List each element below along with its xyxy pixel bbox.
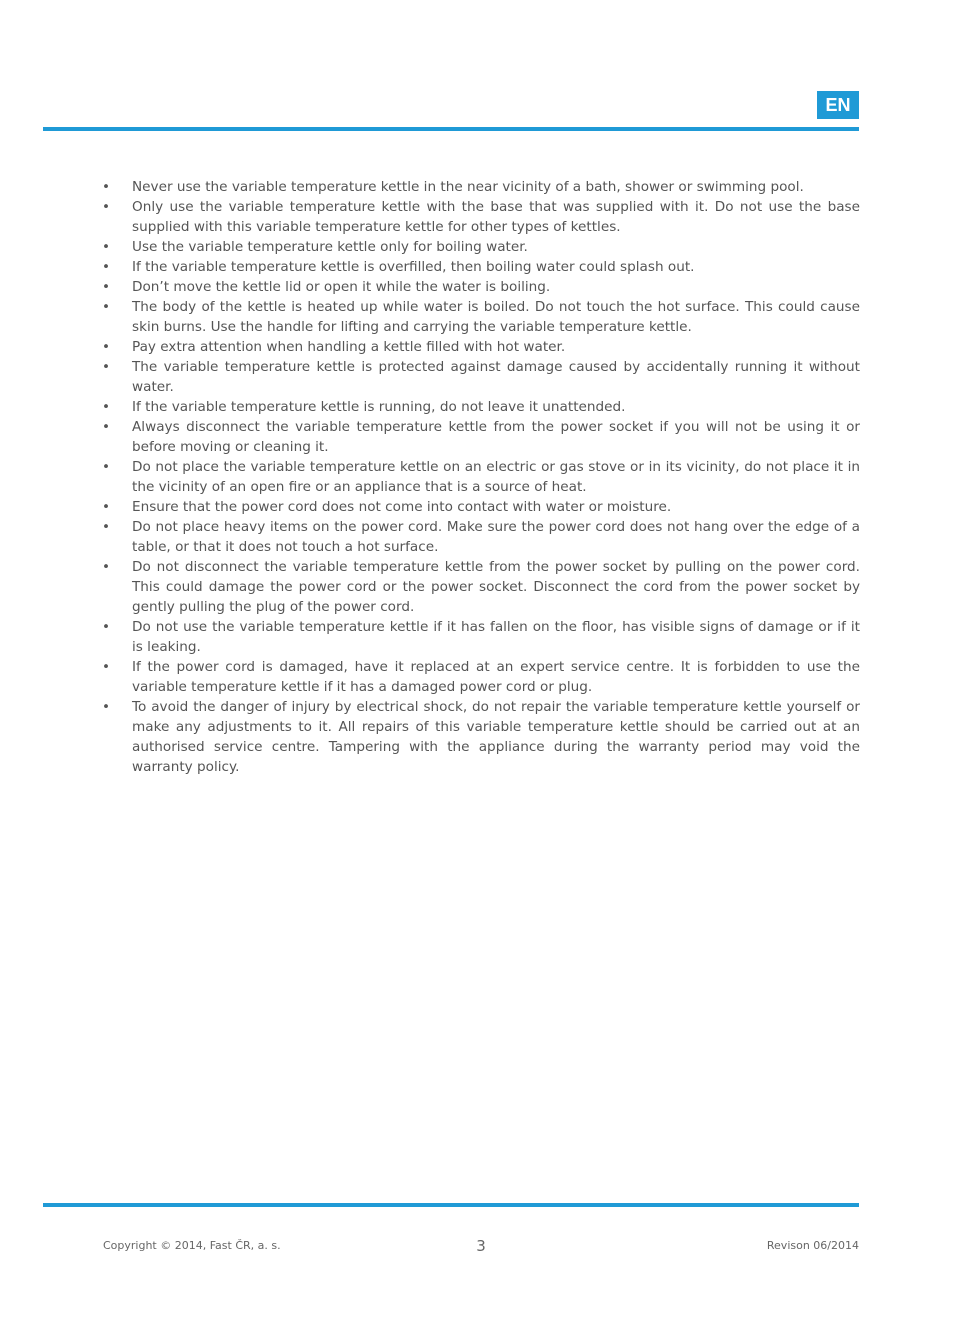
list-item [100,457,860,497]
list-item [100,237,860,257]
safety-instructions [100,177,860,777]
bullet-icon: • [102,199,111,215]
bullet-icon: • [102,619,111,635]
list-item-text: Don’t move the kettle lid or open it while the water is boiling. [132,279,551,295]
bullet-icon: • [102,179,111,195]
bullet-icon: • [102,499,111,515]
bullet-icon: • [102,699,111,715]
list-item [100,497,860,517]
list-item [100,697,860,777]
list-item-text: Only use the variable temperature kettle with the base that was supplied with it. Do not use the base supplied with this variable temperature kettle for other types of kettles. [132,199,860,235]
list-item-text: Do not use the variable temperature kettle if it has fallen on the floor, has visible signs of damage or if it is leaking. [132,619,860,655]
list-item-text: Pay extra attention when handling a kettle filled with hot water. [132,339,566,355]
list-item [100,297,860,337]
bullet-icon: • [102,459,111,475]
list-item-text: If the variable temperature kettle is running, do not leave it unattended. [132,399,626,415]
header-rule [43,127,859,131]
bullet-icon: • [102,419,111,435]
list-item [100,657,860,697]
safety-list [100,177,860,777]
list-item [100,197,860,237]
list-item [100,617,860,657]
bullet-icon: • [102,299,111,315]
list-item-text: Do not place heavy items on the power cord. Make sure the power cord does not hang over the edge of a table, or that it does not touch a hot surface. [132,519,860,555]
bullet-icon: • [102,239,111,255]
bullet-icon: • [102,339,111,355]
footer-revision: Revison 06/2014 [766,1239,859,1252]
bullet-icon: • [102,359,111,375]
list-item-text: Always disconnect the variable temperature kettle from the power socket if you will not be using it or before moving or cleaning it. [132,419,860,455]
footer-rule [43,1203,859,1207]
language-badge: EN [817,91,859,119]
list-item [100,277,860,297]
list-item-text: Do not place the variable temperature kettle on an electric or gas stove or in its vicinity, do not place it in the vicinity of an open fire or an appliance that is a source of heat. [132,459,860,495]
footer-copyright: Copyright © 2014, Fast ČR, a. s. [103,1239,281,1252]
bullet-icon: • [102,519,111,535]
bullet-icon: • [102,399,111,415]
list-item [100,397,860,417]
list-item-text: Ensure that the power cord does not come into contact with water or moisture. [132,499,672,515]
list-item-text: If the variable temperature kettle is overfilled, then boiling water could splash out. [132,259,695,275]
list-item-text: Do not disconnect the variable temperature kettle from the power socket by pulling on the power cord. This could damage the power cord or the power socket. Disconnect the cord from the power socket by gently pulling the plug of the power cord. [132,559,860,615]
page-number: 3 [476,1237,486,1255]
list-item [100,257,860,277]
list-item [100,337,860,357]
list-item [100,177,860,197]
list-item-text: Use the variable temperature kettle only for boiling water. [132,239,528,255]
list-item [100,517,860,557]
list-item [100,557,860,617]
list-item-text: If the power cord is damaged, have it replaced at an expert service centre. It is forbidden to use the variable temperature kettle if it has a damaged power cord or plug. [132,659,860,695]
bullet-icon: • [102,659,111,675]
bullet-icon: • [102,559,111,575]
list-item-text: Never use the variable temperature kettle in the near vicinity of a bath, shower or swimming pool. [132,179,804,195]
list-item [100,357,860,397]
bullet-icon: • [102,279,111,295]
list-item [100,417,860,457]
list-item-text: To avoid the danger of injury by electrical shock, do not repair the variable temperature kettle yourself or make any adjustments to it. All repairs of this variable temperature kettle should be carried out at an authorised service centre. Tampering with the appliance during the warranty period may void the warranty policy. [132,699,860,775]
list-item-text: The body of the kettle is heated up while water is boiled. Do not touch the hot surface. This could cause skin burns. Use the handle for lifting and carrying the variable temperature kettle. [132,299,860,335]
list-item-text: The variable temperature kettle is protected against damage caused by accidentally running it without water. [132,359,860,395]
bullet-icon: • [102,259,111,275]
